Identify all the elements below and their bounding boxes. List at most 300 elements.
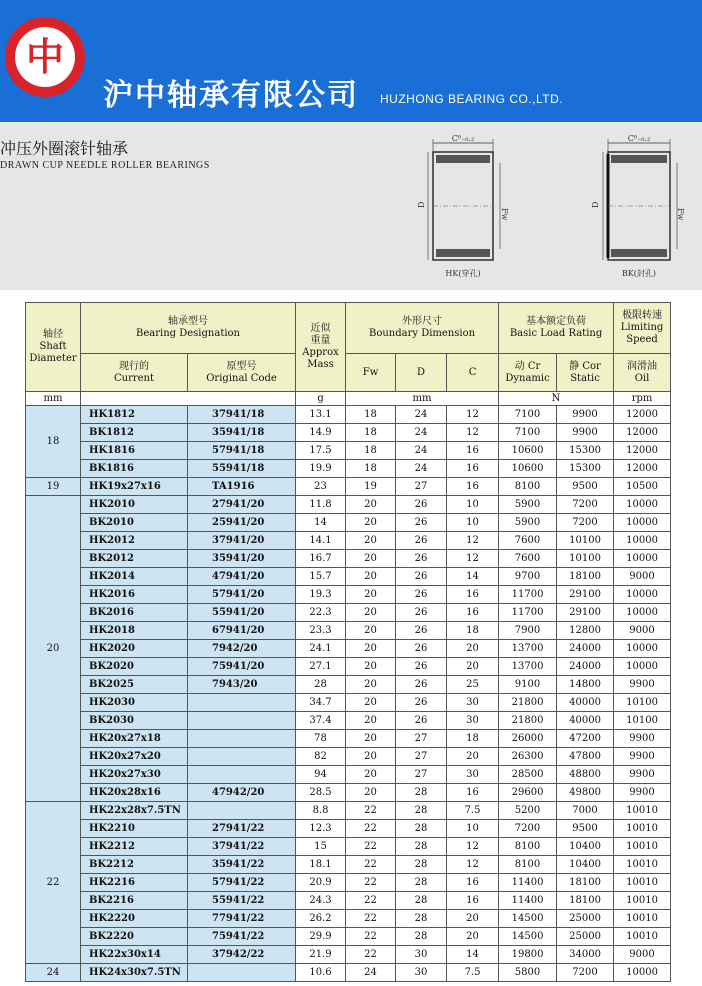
cell-d: 26 — [396, 676, 447, 694]
table-body — [26, 406, 671, 982]
cell-cor: 9500 — [557, 820, 614, 838]
cell-cr: 9100 — [499, 676, 557, 694]
cell-original: 35941/18 — [188, 424, 296, 442]
cell-mass: 14.1 — [296, 532, 346, 550]
cell-c: 14 — [447, 568, 499, 586]
cell-current: BK2020 — [81, 658, 188, 676]
cell-mass: 24.1 — [296, 640, 346, 658]
cell-cr: 7100 — [499, 406, 557, 424]
cell-d: 30 — [396, 964, 447, 982]
cell-current: BK2220 — [81, 928, 188, 946]
cell-current: BK2212 — [81, 856, 188, 874]
cell-c: 16 — [447, 442, 499, 460]
cell-d: 26 — [396, 514, 447, 532]
cell-current: BK1812 — [81, 424, 188, 442]
cell-d: 28 — [396, 838, 447, 856]
cell-mass: 17.5 — [296, 442, 346, 460]
cell-c: 7.5 — [447, 802, 499, 820]
table-row — [26, 568, 671, 586]
header-band — [0, 0, 702, 122]
cell-cor: 14800 — [557, 676, 614, 694]
cell-original — [188, 802, 296, 820]
cell-d: 24 — [396, 406, 447, 424]
cell-current: HK2014 — [81, 568, 188, 586]
cell-c: 16 — [447, 784, 499, 802]
cell-c: 7.5 — [447, 964, 499, 982]
cell-speed: 10010 — [614, 874, 671, 892]
cell-cr: 13700 — [499, 640, 557, 658]
cell-cr: 28500 — [499, 766, 557, 784]
cell-mass: 11.8 — [296, 496, 346, 514]
cell-original: 55941/22 — [188, 892, 296, 910]
table-row — [26, 658, 671, 676]
cell-speed: 10000 — [614, 514, 671, 532]
cell-cor: 18100 — [557, 892, 614, 910]
cell-mass: 8.8 — [296, 802, 346, 820]
cell-original: 47941/20 — [188, 568, 296, 586]
company-logo — [2, 14, 88, 100]
table-row — [26, 424, 671, 442]
cell-c: 12 — [447, 406, 499, 424]
header-cr: 动 Cr Dynamic — [499, 354, 557, 392]
cell-shaft: 20 — [26, 496, 81, 802]
cell-speed: 10100 — [614, 694, 671, 712]
table-row — [26, 712, 671, 730]
cell-fw: 20 — [346, 784, 396, 802]
cell-c: 12 — [447, 550, 499, 568]
cell-current: HK1816 — [81, 442, 188, 460]
cell-speed: 9900 — [614, 784, 671, 802]
cell-original: 37942/22 — [188, 946, 296, 964]
cell-mass: 21.9 — [296, 946, 346, 964]
logo-glyph: 中 — [25, 35, 65, 79]
cell-original: 7942/20 — [188, 640, 296, 658]
cell-mass: 27.1 — [296, 658, 346, 676]
cell-d: 27 — [396, 748, 447, 766]
cell-fw: 18 — [346, 424, 396, 442]
cell-speed: 12000 — [614, 406, 671, 424]
header-fw: Fw — [346, 354, 396, 392]
cell-speed: 9900 — [614, 730, 671, 748]
cell-speed: 10000 — [614, 532, 671, 550]
cell-cor: 47200 — [557, 730, 614, 748]
cell-current: HK24x30x7.5TN — [81, 964, 188, 982]
cell-fw: 22 — [346, 820, 396, 838]
table-row — [26, 838, 671, 856]
cell-current: BK2025 — [81, 676, 188, 694]
cell-cor: 49800 — [557, 784, 614, 802]
cell-d: 27 — [396, 730, 447, 748]
cell-mass: 78 — [296, 730, 346, 748]
cell-d: 28 — [396, 892, 447, 910]
cell-cor: 29100 — [557, 586, 614, 604]
cell-speed: 9900 — [614, 766, 671, 784]
cell-cr: 8100 — [499, 856, 557, 874]
cell-cor: 10100 — [557, 532, 614, 550]
cell-d: 28 — [396, 928, 447, 946]
cell-fw: 22 — [346, 874, 396, 892]
cell-cor: 18100 — [557, 874, 614, 892]
cell-fw: 22 — [346, 856, 396, 874]
cell-original: 47942/20 — [188, 784, 296, 802]
cell-mass: 34.7 — [296, 694, 346, 712]
header-designation: 轴承型号 Bearing Designation — [81, 303, 296, 354]
header-speed: 极限转速 Limiting Speed — [614, 303, 671, 354]
cell-fw: 20 — [346, 748, 396, 766]
cell-original: 35941/22 — [188, 856, 296, 874]
cell-c: 16 — [447, 892, 499, 910]
cell-mass: 16.7 — [296, 550, 346, 568]
cell-fw: 24 — [346, 964, 396, 982]
cell-mass: 20.9 — [296, 874, 346, 892]
cell-original: 37941/22 — [188, 838, 296, 856]
cell-cr: 11400 — [499, 892, 557, 910]
cell-d: 26 — [396, 568, 447, 586]
cell-c: 30 — [447, 712, 499, 730]
cell-current: HK2020 — [81, 640, 188, 658]
cell-c: 18 — [447, 730, 499, 748]
cell-current: BK1816 — [81, 460, 188, 478]
cell-speed: 10000 — [614, 604, 671, 622]
cell-cor: 40000 — [557, 694, 614, 712]
cell-mass: 19.9 — [296, 460, 346, 478]
cell-c: 16 — [447, 604, 499, 622]
table-row — [26, 604, 671, 622]
cell-cor: 10100 — [557, 550, 614, 568]
table-row — [26, 460, 671, 478]
cell-current: HK20x27x18 — [81, 730, 188, 748]
table-row — [26, 964, 671, 982]
cell-c: 20 — [447, 910, 499, 928]
cell-speed: 10010 — [614, 910, 671, 928]
cell-speed: 10000 — [614, 640, 671, 658]
cell-original: 55941/20 — [188, 604, 296, 622]
cell-cr: 13700 — [499, 658, 557, 676]
cell-fw: 22 — [346, 892, 396, 910]
section-title-cn: 冲压外圈滚针轴承 — [0, 139, 129, 158]
cell-d: 24 — [396, 442, 447, 460]
cell-c: 30 — [447, 766, 499, 784]
cell-current: BK2012 — [81, 550, 188, 568]
cell-cor: 10400 — [557, 838, 614, 856]
cell-current: HK2212 — [81, 838, 188, 856]
cell-cor: 34000 — [557, 946, 614, 964]
diagram-bk-c-label: C⁰₋₀.₂ — [627, 134, 651, 143]
diagram-bk-d-label: D — [591, 201, 600, 208]
cell-fw: 20 — [346, 604, 396, 622]
table-row — [26, 946, 671, 964]
cell-mass: 22.3 — [296, 604, 346, 622]
cell-speed: 9900 — [614, 748, 671, 766]
cell-c: 20 — [447, 748, 499, 766]
cell-speed: 10000 — [614, 964, 671, 982]
cell-c: 16 — [447, 460, 499, 478]
table-row — [26, 514, 671, 532]
cell-c: 10 — [447, 820, 499, 838]
cell-fw: 22 — [346, 928, 396, 946]
table-row — [26, 856, 671, 874]
cell-original: 75941/20 — [188, 658, 296, 676]
cell-current: HK22x30x14 — [81, 946, 188, 964]
company-name-en: HUZHONG BEARING CO.,LTD. — [380, 92, 564, 106]
table-row — [26, 820, 671, 838]
cell-fw: 20 — [346, 640, 396, 658]
cell-fw: 20 — [346, 514, 396, 532]
cell-cr: 10600 — [499, 460, 557, 478]
cell-cor: 15300 — [557, 442, 614, 460]
cell-mass: 10.6 — [296, 964, 346, 982]
cell-shaft: 18 — [26, 406, 81, 478]
cell-mass: 28 — [296, 676, 346, 694]
cell-current: BK2016 — [81, 604, 188, 622]
cell-d: 28 — [396, 910, 447, 928]
cell-cr: 19800 — [499, 946, 557, 964]
cell-c: 10 — [447, 496, 499, 514]
table-row — [26, 766, 671, 784]
cell-original — [188, 730, 296, 748]
cell-d: 27 — [396, 478, 447, 496]
diagram-bk — [578, 130, 688, 282]
cell-fw: 20 — [346, 568, 396, 586]
cell-d: 28 — [396, 820, 447, 838]
cell-speed: 10000 — [614, 496, 671, 514]
table-row — [26, 406, 671, 424]
cell-current: HK1812 — [81, 406, 188, 424]
cell-speed: 12000 — [614, 442, 671, 460]
cell-d: 28 — [396, 856, 447, 874]
cell-original: 75941/22 — [188, 928, 296, 946]
table-row — [26, 694, 671, 712]
cell-cor: 9500 — [557, 478, 614, 496]
cell-cr: 21800 — [499, 712, 557, 730]
header-mass: 近似 重量 Approx Mass — [296, 303, 346, 392]
cell-fw: 19 — [346, 478, 396, 496]
header-original: 原型号 Original Code — [188, 354, 296, 392]
header-current: 现行的 Current — [81, 354, 188, 392]
cell-fw: 20 — [346, 550, 396, 568]
cell-current: HK20x28x16 — [81, 784, 188, 802]
cell-speed: 12000 — [614, 424, 671, 442]
cell-d: 26 — [396, 586, 447, 604]
cell-cor: 18100 — [557, 568, 614, 586]
cell-cor: 15300 — [557, 460, 614, 478]
cell-mass: 13.1 — [296, 406, 346, 424]
cell-cor: 9900 — [557, 424, 614, 442]
cell-cor: 7000 — [557, 802, 614, 820]
cell-mass: 14.9 — [296, 424, 346, 442]
cell-fw: 20 — [346, 586, 396, 604]
cell-current: HK2030 — [81, 694, 188, 712]
cell-cor: 9900 — [557, 406, 614, 424]
cell-original: 7943/20 — [188, 676, 296, 694]
unit-load: N — [499, 392, 614, 406]
cell-fw: 22 — [346, 838, 396, 856]
cell-d: 26 — [396, 496, 447, 514]
table-row — [26, 874, 671, 892]
cell-fw: 20 — [346, 676, 396, 694]
cell-c: 14 — [447, 946, 499, 964]
cell-c: 16 — [447, 874, 499, 892]
cell-cor: 47800 — [557, 748, 614, 766]
cell-current: HK2210 — [81, 820, 188, 838]
cell-fw: 20 — [346, 712, 396, 730]
cell-cor: 7200 — [557, 514, 614, 532]
cell-current: HK2018 — [81, 622, 188, 640]
cell-cr: 29600 — [499, 784, 557, 802]
cell-current: HK2010 — [81, 496, 188, 514]
cell-mass: 14 — [296, 514, 346, 532]
table-row — [26, 586, 671, 604]
company-name-cn: 沪中轴承有限公司 — [103, 78, 359, 113]
cell-cr: 8100 — [499, 838, 557, 856]
unit-shaft: mm — [26, 392, 81, 406]
cell-original: 57941/20 — [188, 586, 296, 604]
cell-original: 67941/20 — [188, 622, 296, 640]
cell-c: 12 — [447, 424, 499, 442]
cell-d: 26 — [396, 640, 447, 658]
cell-cr: 7600 — [499, 532, 557, 550]
cell-fw: 20 — [346, 496, 396, 514]
unit-mass: g — [296, 392, 346, 406]
cell-mass: 23 — [296, 478, 346, 496]
cell-d: 27 — [396, 766, 447, 784]
cell-d: 26 — [396, 712, 447, 730]
table-row — [26, 640, 671, 658]
table-row — [26, 748, 671, 766]
cell-speed: 9000 — [614, 946, 671, 964]
cell-shaft: 22 — [26, 802, 81, 964]
cell-cr: 9700 — [499, 568, 557, 586]
cell-speed: 9000 — [614, 622, 671, 640]
cell-current: HK22x28x7.5TN — [81, 802, 188, 820]
cell-cr: 5800 — [499, 964, 557, 982]
cell-c: 12 — [447, 838, 499, 856]
cell-mass: 37.4 — [296, 712, 346, 730]
cell-d: 28 — [396, 802, 447, 820]
cell-original: 55941/18 — [188, 460, 296, 478]
cell-c: 12 — [447, 532, 499, 550]
cell-cr: 14500 — [499, 910, 557, 928]
table-row — [26, 730, 671, 748]
cell-original — [188, 766, 296, 784]
cell-c: 10 — [447, 514, 499, 532]
cell-original — [188, 964, 296, 982]
cell-cr: 5900 — [499, 496, 557, 514]
cell-c: 16 — [447, 586, 499, 604]
cell-mass: 23.3 — [296, 622, 346, 640]
cell-d: 26 — [396, 694, 447, 712]
cell-current: HK2220 — [81, 910, 188, 928]
cell-c: 12 — [447, 856, 499, 874]
cell-original — [188, 712, 296, 730]
cell-original: 57941/18 — [188, 442, 296, 460]
cell-speed: 9900 — [614, 676, 671, 694]
cell-mass: 18.1 — [296, 856, 346, 874]
cell-cor: 48800 — [557, 766, 614, 784]
header-d: D — [396, 354, 447, 392]
cell-cor: 29100 — [557, 604, 614, 622]
cell-fw: 20 — [346, 622, 396, 640]
table-row — [26, 928, 671, 946]
cell-cor: 25000 — [557, 928, 614, 946]
cell-fw: 20 — [346, 658, 396, 676]
cell-c: 20 — [447, 658, 499, 676]
cell-fw: 18 — [346, 442, 396, 460]
cell-cor: 24000 — [557, 658, 614, 676]
table-row — [26, 442, 671, 460]
cell-original: TA1916 — [188, 478, 296, 496]
cell-current: HK2012 — [81, 532, 188, 550]
cell-mass: 82 — [296, 748, 346, 766]
cell-d: 26 — [396, 550, 447, 568]
header-oil: 润滑油 Oil — [614, 354, 671, 392]
diagram-hk-fw-label: Fw — [500, 208, 509, 221]
cell-cr: 21800 — [499, 694, 557, 712]
cell-original — [188, 694, 296, 712]
cell-speed: 10010 — [614, 856, 671, 874]
cell-d: 26 — [396, 604, 447, 622]
cell-d: 26 — [396, 532, 447, 550]
diagram-bk-fw-label: Fw — [676, 208, 685, 221]
cell-c: 16 — [447, 478, 499, 496]
cell-mass: 94 — [296, 766, 346, 784]
cell-fw: 22 — [346, 946, 396, 964]
cell-original: 25941/20 — [188, 514, 296, 532]
cell-shaft: 24 — [26, 964, 81, 982]
cell-mass: 12.3 — [296, 820, 346, 838]
cell-current: BK2030 — [81, 712, 188, 730]
cell-d: 24 — [396, 460, 447, 478]
diagram-bk-caption: BK(封孔) — [621, 269, 657, 278]
cell-cr: 5200 — [499, 802, 557, 820]
cell-c: 25 — [447, 676, 499, 694]
cell-cr: 11700 — [499, 586, 557, 604]
cell-cr: 11700 — [499, 604, 557, 622]
cell-original: 37941/20 — [188, 532, 296, 550]
cell-d: 28 — [396, 784, 447, 802]
cell-cor: 7200 — [557, 964, 614, 982]
cell-fw: 18 — [346, 460, 396, 478]
unit-speed: rpm — [614, 392, 671, 406]
cell-cor: 12800 — [557, 622, 614, 640]
cell-current: BK2010 — [81, 514, 188, 532]
header-cor: 静 Cor Static — [557, 354, 614, 392]
table-row — [26, 802, 671, 820]
cell-fw: 20 — [346, 730, 396, 748]
cell-speed: 9000 — [614, 568, 671, 586]
diagram-hk-caption: HK(穿孔) — [445, 269, 481, 278]
header-c: C — [447, 354, 499, 392]
table-row — [26, 676, 671, 694]
header-boundary: 外形尺寸 Boundary Dimension — [346, 303, 499, 354]
cell-fw: 20 — [346, 766, 396, 784]
diagram-hk-d-label: D — [417, 201, 426, 208]
cell-fw: 18 — [346, 406, 396, 424]
cell-mass: 19.3 — [296, 586, 346, 604]
cell-speed: 10500 — [614, 478, 671, 496]
bearing-table — [25, 302, 671, 982]
cell-current: HK19x27x16 — [81, 478, 188, 496]
cell-speed: 12000 — [614, 460, 671, 478]
cell-original — [188, 748, 296, 766]
cell-fw: 22 — [346, 910, 396, 928]
unit-dims: mm — [346, 392, 499, 406]
table-row — [26, 892, 671, 910]
table-row — [26, 622, 671, 640]
cell-speed: 10010 — [614, 928, 671, 946]
diagram-hk-c-label: C⁰₋₀.₂ — [451, 134, 475, 143]
cell-original: 27941/20 — [188, 496, 296, 514]
